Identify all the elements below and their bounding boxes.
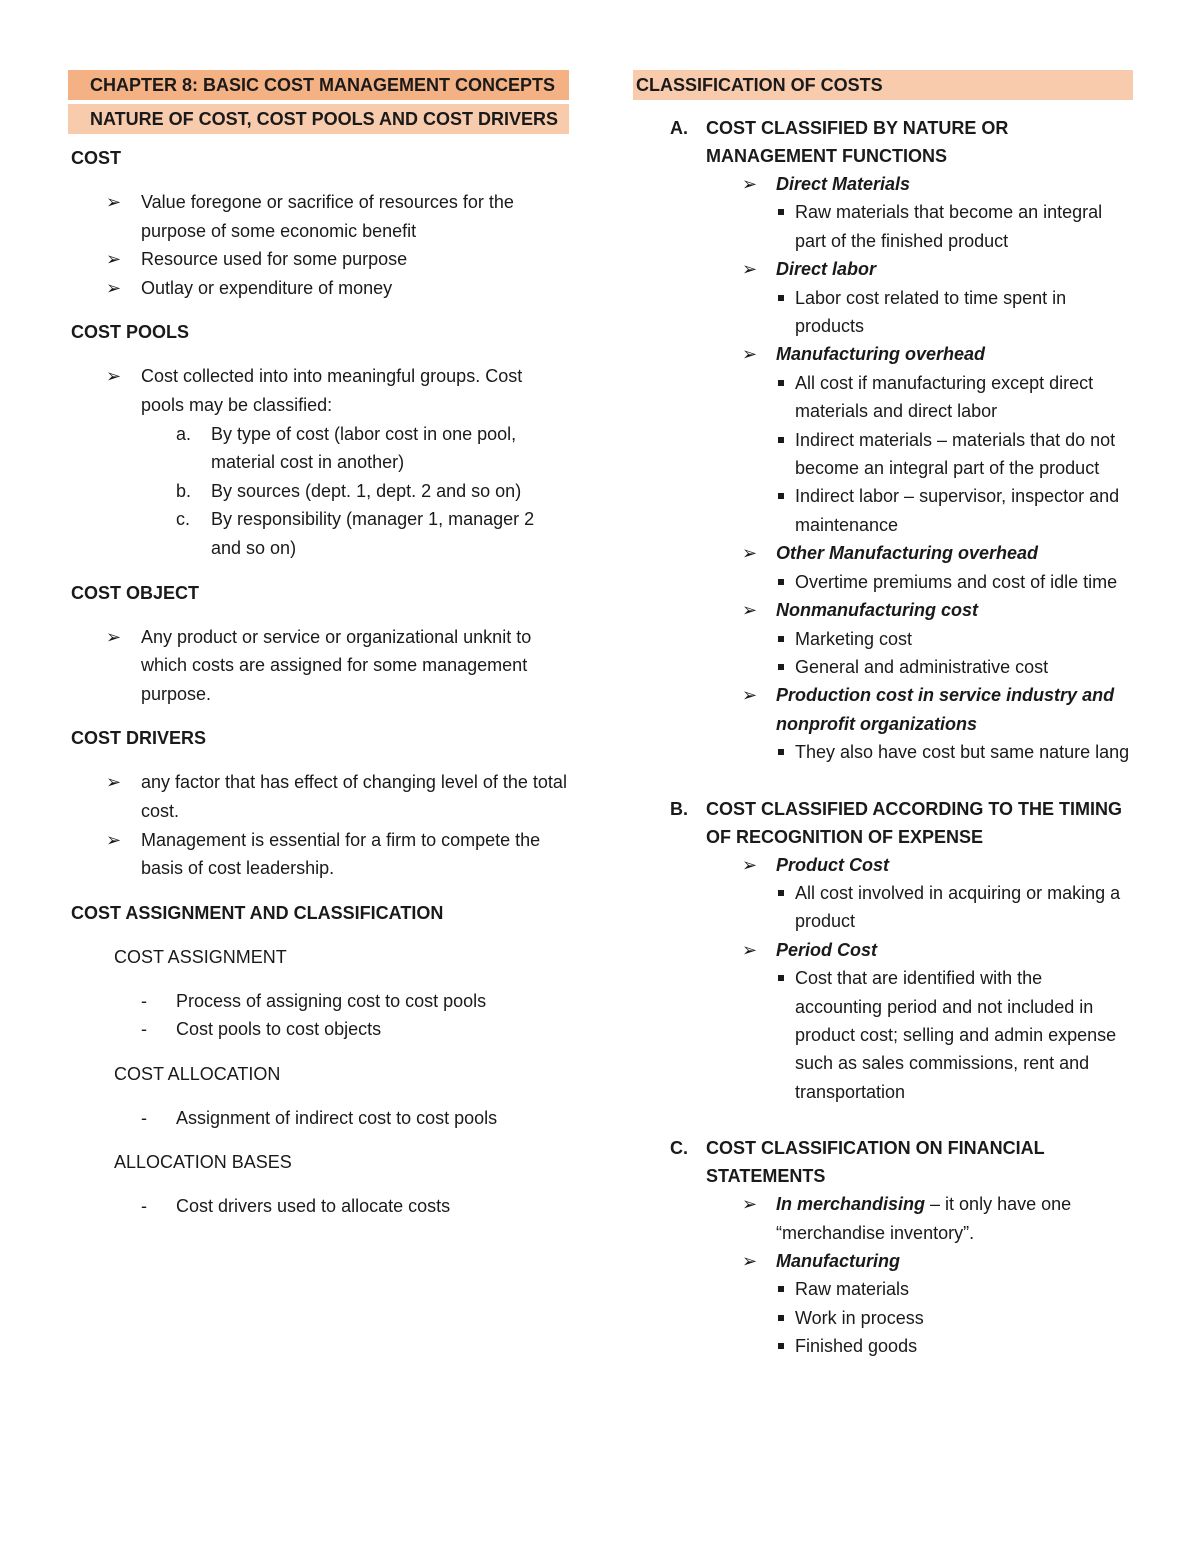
list-item: Indirect materials – materials that do not become an integral part of the product (633, 426, 1133, 483)
subsection-manufacturing: ➢ Manufacturing (633, 1247, 1133, 1275)
section-c (633, 1134, 1133, 1360)
production-cost-service-list (633, 738, 1133, 766)
arrow-bullet-icon: ➢ (742, 854, 758, 875)
cost-pools-heading: COST POOLS (71, 322, 190, 343)
subsection-direct-labor: ➢ Direct labor (633, 255, 1133, 283)
section-b-heading: B. COST CLASSIFIED ACCORDING TO THE TIMING OF RECOGNITION OF EXPENSE (670, 798, 1123, 847)
square-bullet-icon (778, 975, 784, 981)
other-overhead-list (633, 568, 1133, 596)
list-item: General and administrative cost (633, 653, 1133, 681)
square-bullet-icon (778, 1343, 784, 1349)
list-item: - Cost drivers used to allocate costs (141, 1196, 451, 1217)
subsection-other-manufacturing-overhead: ➢ Other Manufacturing overhead (633, 539, 1133, 567)
list-item: ➢ Value foregone or sacrifice of resources for the purpose of some economic benefit (68, 188, 569, 245)
list-item: c. By responsibility (manager 1, manager 2 and so on) (176, 509, 535, 558)
list-item: ➢ Management is essential for a firm to compete the basis of cost leadership. (68, 826, 569, 883)
square-bullet-icon (778, 664, 784, 670)
right-column (633, 70, 1133, 1361)
list-item: Cost that are identified with the accounting period and not included in product cost; selling and admin expense such as sales commissions, rent and transportation (633, 964, 1133, 1106)
list-item: ➢ Outlay or expenditure of money (68, 274, 569, 303)
direct-materials-list (633, 198, 1133, 255)
list-item: All cost if manufacturing except direct materials and direct labor (633, 369, 1133, 426)
list-item: They also have cost but same nature lang (633, 738, 1133, 766)
list-item: Finished goods (633, 1332, 1133, 1360)
list-item: Raw materials (633, 1275, 1133, 1303)
list-item: ➢ Any product or service or organizational unknit to which costs are assigned for some management purpose. (68, 623, 569, 709)
square-bullet-icon (778, 1315, 784, 1321)
cost-allocation-list (68, 1104, 569, 1133)
list-item: ➢ any factor that has effect of changing level of the total cost. (68, 768, 569, 825)
cost-object-heading: COST OBJECT (71, 582, 200, 603)
manufacturing-overhead-list (633, 369, 1133, 539)
nonmanufacturing-list (633, 625, 1133, 682)
section-a-heading: A. COST CLASSIFIED BY NATURE OR MANAGEMENT FUNCTIONS (670, 118, 1009, 166)
subsection-production-cost-service: ➢ Production cost in service industry and nonprofit organizations (633, 681, 1133, 738)
list-item: - Cost pools to cost objects (141, 1019, 382, 1040)
classification-title: CLASSIFICATION OF COSTS (633, 70, 1133, 100)
arrow-bullet-icon: ➢ (742, 344, 758, 365)
list-item: Labor cost related to time spent in products (633, 284, 1133, 341)
list-item: ➢ Cost collected into into meaningful groups. Cost pools may be classified: (68, 362, 569, 419)
period-cost-list (633, 964, 1133, 1106)
square-bullet-icon (778, 209, 784, 215)
list-item: Marketing cost (633, 625, 1133, 653)
square-bullet-icon (778, 1286, 784, 1292)
list-item: Indirect labor – supervisor, inspector and maintenance (633, 482, 1133, 539)
subsection-merchandising: ➢ In merchandising – it only have one “merchandise inventory”. (633, 1190, 1133, 1247)
arrow-bullet-icon: ➢ (742, 939, 758, 960)
section-b (633, 795, 1133, 1107)
list-item: - Process of assigning cost to cost pools (141, 990, 487, 1011)
subsection-manufacturing-overhead: ➢ Manufacturing overhead (633, 340, 1133, 368)
allocation-bases-list (68, 1192, 569, 1221)
square-bullet-icon (778, 579, 784, 585)
square-bullet-icon (778, 636, 784, 642)
arrow-bullet-icon: ➢ (742, 259, 758, 280)
list-item: Work in process (633, 1304, 1133, 1332)
arrow-bullet-icon: ➢ (106, 366, 122, 387)
manufacturing-list (633, 1275, 1133, 1360)
product-cost-list (633, 879, 1133, 936)
arrow-bullet-icon: ➢ (742, 174, 758, 194)
square-bullet-icon (778, 749, 784, 755)
cost-list (68, 188, 569, 302)
arrow-bullet-icon: ➢ (742, 1194, 758, 1215)
section-a (633, 114, 1133, 767)
list-item: - Assignment of indirect cost to cost pools (141, 1107, 498, 1128)
cost-drivers-heading: COST DRIVERS (71, 728, 207, 749)
cost-assignment-subheading: COST ASSIGNMENT (114, 946, 287, 967)
arrow-bullet-icon: ➢ (106, 192, 122, 212)
cost-drivers-list (68, 768, 569, 882)
square-bullet-icon (778, 437, 784, 443)
arrow-bullet-icon: ➢ (106, 772, 122, 793)
arrow-bullet-icon: ➢ (106, 829, 122, 850)
cost-object-list (68, 623, 569, 709)
cost-assignment-list (68, 987, 569, 1044)
list-item: b. By sources (dept. 1, dept. 2 and so on) (176, 480, 522, 501)
square-bullet-icon (778, 493, 784, 499)
list-item: All cost involved in acquiring or making a product (633, 879, 1133, 936)
direct-labor-list (633, 284, 1133, 341)
left-column (68, 70, 569, 1221)
subsection-direct-materials: ➢ Direct Materials (633, 170, 1133, 198)
cost-assignment-heading: COST ASSIGNMENT AND CLASSIFICATION (71, 902, 444, 923)
subsection-product-cost: ➢ Product Cost (633, 851, 1133, 879)
arrow-bullet-icon: ➢ (106, 249, 122, 270)
subsection-nonmanufacturing-cost: ➢ Nonmanufacturing cost (633, 596, 1133, 624)
arrow-bullet-icon: ➢ (106, 626, 122, 647)
list-item: ➢ Resource used for some purpose (68, 245, 569, 274)
cost-pools-list (68, 362, 569, 419)
subsection-period-cost: ➢ Period Cost (633, 936, 1133, 964)
chapter-title: CHAPTER 8: BASIC COST MANAGEMENT CONCEPTS (68, 70, 569, 100)
cost-pools-classification-list (68, 420, 569, 563)
square-bullet-icon (778, 890, 784, 896)
cost-allocation-subheading: COST ALLOCATION (114, 1063, 281, 1084)
square-bullet-icon (778, 380, 784, 386)
cost-heading: COST (71, 148, 122, 168)
section-title: NATURE OF COST, COST POOLS AND COST DRIVERS (68, 104, 569, 134)
list-item: Raw materials that become an integral part of the finished product (633, 198, 1133, 255)
square-bullet-icon (778, 295, 784, 301)
arrow-bullet-icon: ➢ (106, 277, 122, 298)
arrow-bullet-icon: ➢ (742, 1251, 758, 1271)
allocation-bases-subheading: ALLOCATION BASES (114, 1152, 292, 1173)
arrow-bullet-icon: ➢ (742, 685, 758, 706)
list-item: a. By type of cost (labor cost in one pool, material cost in another) (176, 423, 517, 473)
list-item: Overtime premiums and cost of idle time (633, 568, 1133, 596)
section-c-heading: C. COST CLASSIFICATION ON FINANCIAL STATEMENTS (670, 1138, 1045, 1187)
arrow-bullet-icon: ➢ (742, 600, 758, 621)
arrow-bullet-icon: ➢ (742, 543, 758, 564)
